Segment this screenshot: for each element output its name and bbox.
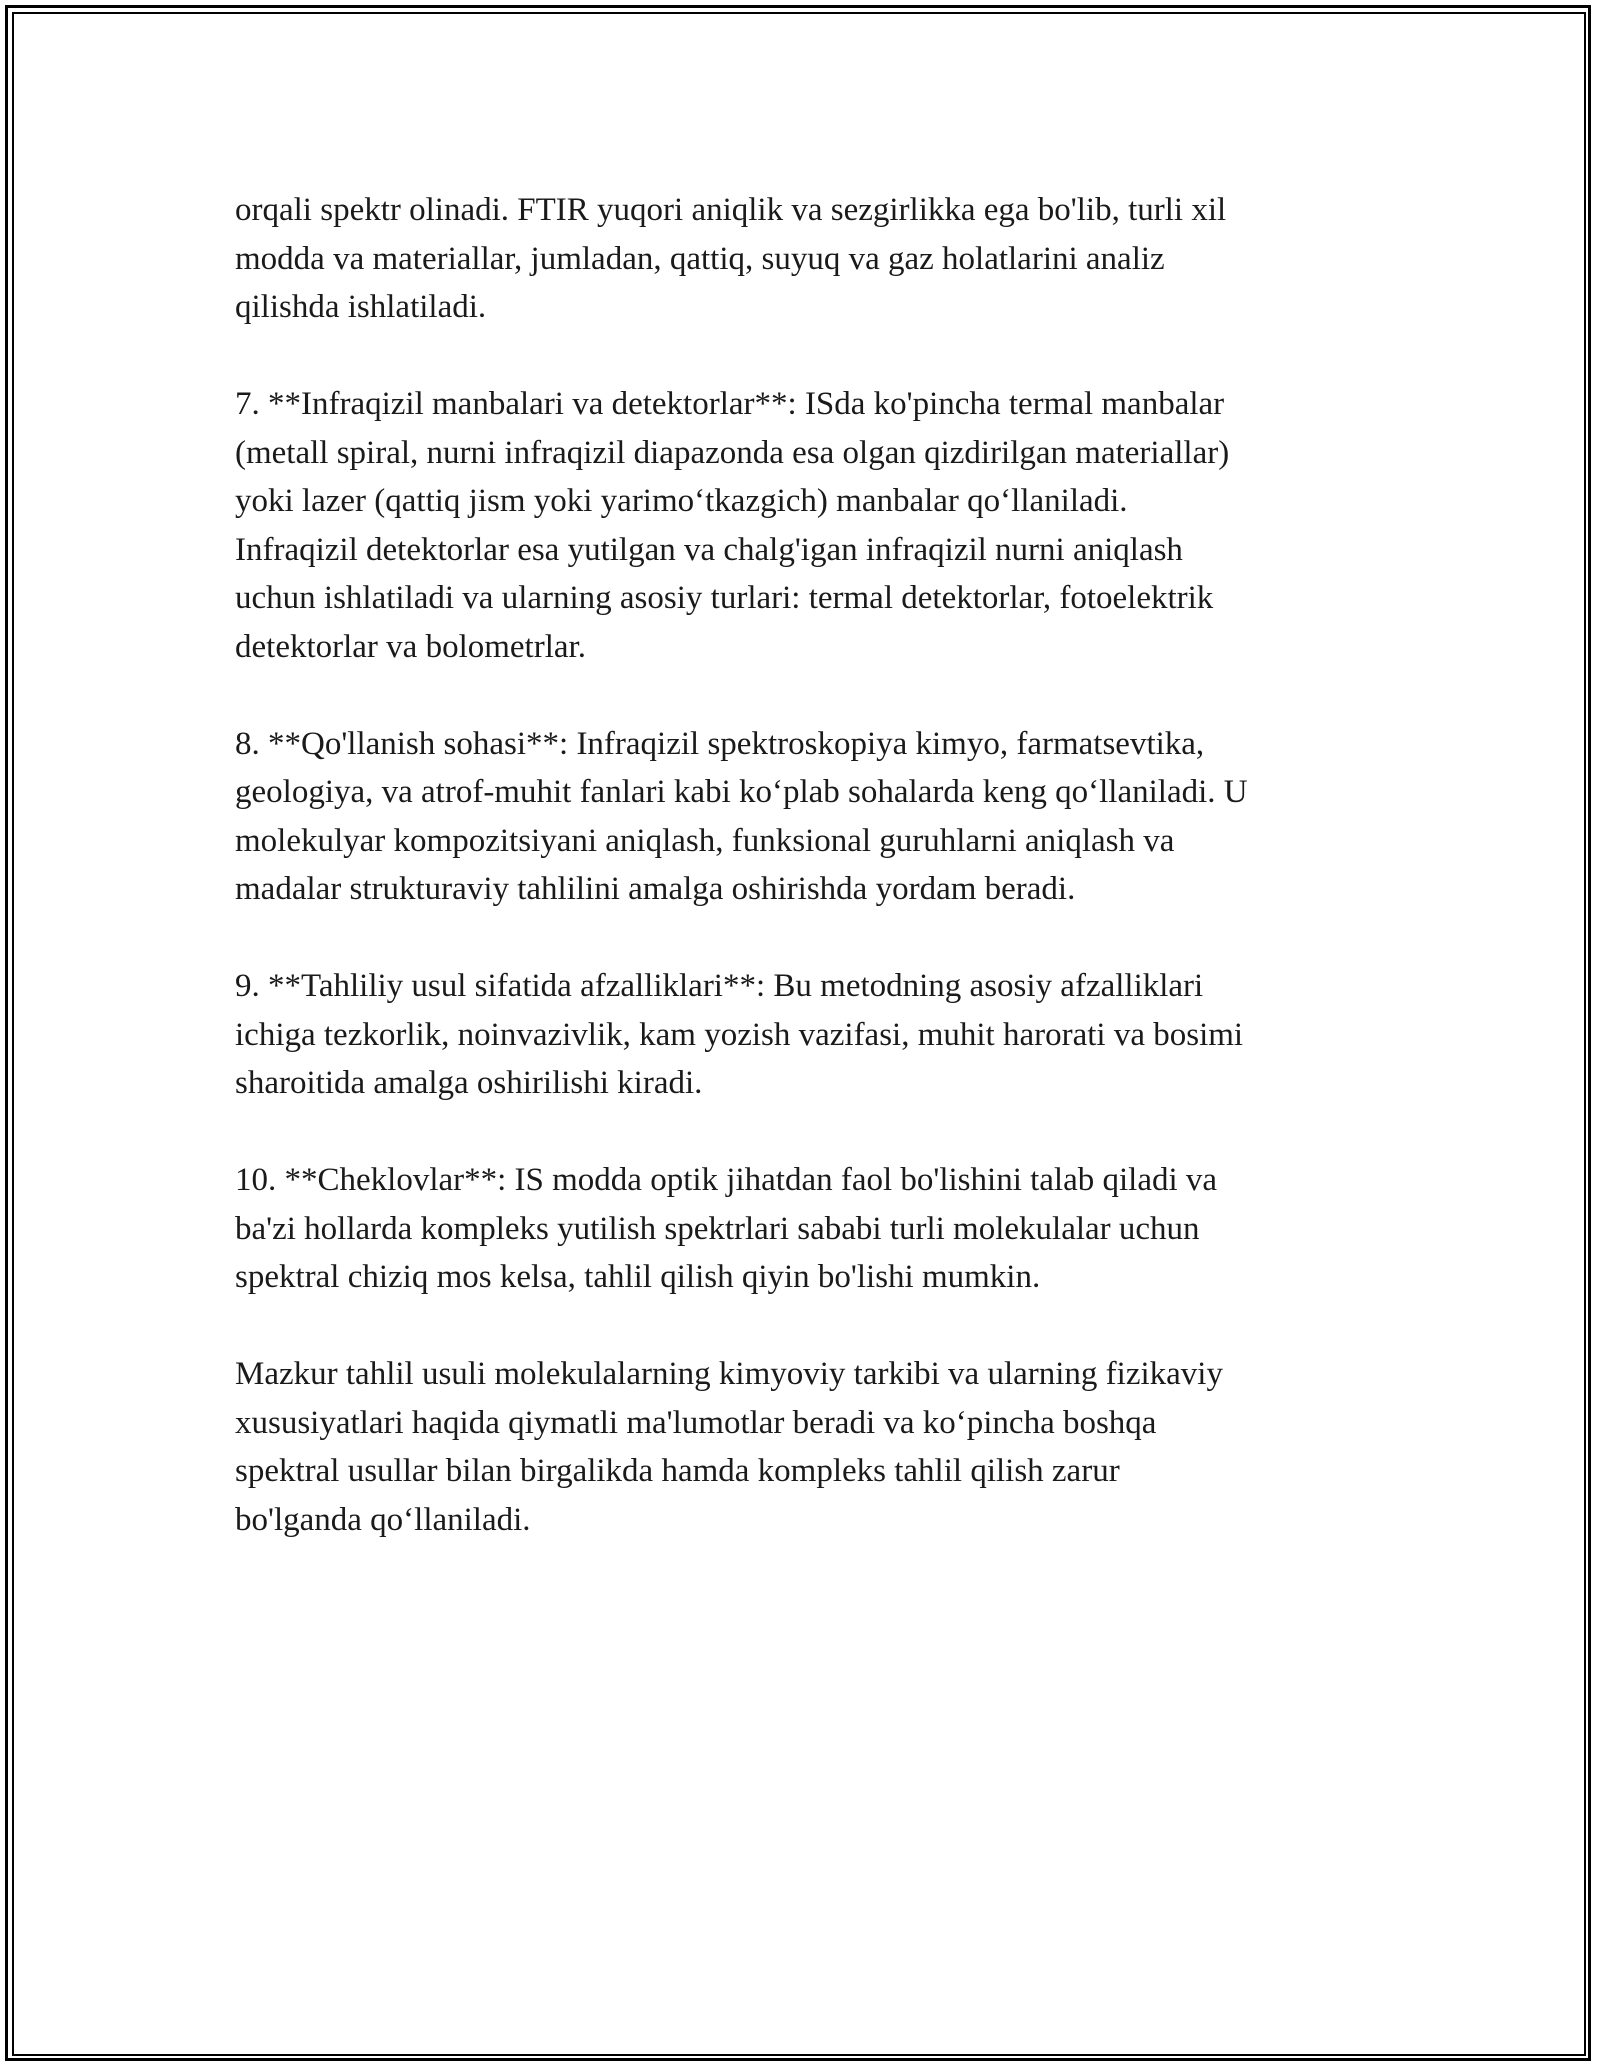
paragraph-applications: 8. **Qo'llanish sohasi**: Infraqizil spektroskopiya kimyo, farmatsevtika, geologiya, va atrof-muhit fanlari kabi ko‘plab sohalarda keng qo‘llaniladi. U molekulyar kompozitsiyani aniqlash, funksional guruhlarni aniqlash va madalar strukturaviy tahlilini amalga oshirishda yordam beradi. xyxy=(235,725,1248,907)
document-body xyxy=(235,186,1385,1593)
paragraph-ftir-continuation: orqali spektr olinadi. FTIR yuqori aniqlik va sezgirlikka ega bo'lib, turli xil modda va materiallar, jumladan, qattiq, suyuq va gaz holatlarini analiz qilishda ishlatiladi. xyxy=(235,192,1227,325)
paragraph-advantages: 9. **Tahliliy usul sifatida afzalliklari**: Bu metodning asosiy afzalliklari ichiga tezkorlik, noinvazivlik, kam yozish vazifasi, muhit harorati va bosimi sharoitida amalga oshirilishi kiradi. xyxy=(235,968,1244,1101)
paragraph-sources-detectors: 7. **Infraqizil manbalari va detektorlar**: ISda ko'pincha termal manbalar (metall spiral, nurni infraqizil diapazonda esa olgan qizdirilgan materiallar) yoki lazer (qattiq jism yoki yarimo‘tkazgich) manbalar qo‘llaniladi. Infraqizil detektorlar esa yutilgan va chalg'igan infraqizil nurni aniqlash uchun ishlatiladi va ularning asosiy turlari: termal detektorlar, fotoelektrik detektorlar va bolometrlar. xyxy=(235,386,1230,665)
paragraph-limitations: 10. **Cheklovlar**: IS modda optik jihatdan faol bo'lishini talab qiladi va ba'zi hollarda kompleks yutilish spektrlari sababi turli molekulalar uchun spektral chiziq mos kelsa, tahlil qilish qiyin bo'lishi mumkin. xyxy=(235,1162,1218,1295)
paragraph-conclusion: Mazkur tahlil usuli molekulalarning kimyoviy tarkibi va ularning fizikaviy xususiyatlari haqida qiymatli ma'lumotlar beradi va ko‘pincha boshqa spektral usullar bilan birgalikda hamda kompleks tahlil qilish zarur bo'lganda qo‘llaniladi. xyxy=(235,1356,1223,1538)
